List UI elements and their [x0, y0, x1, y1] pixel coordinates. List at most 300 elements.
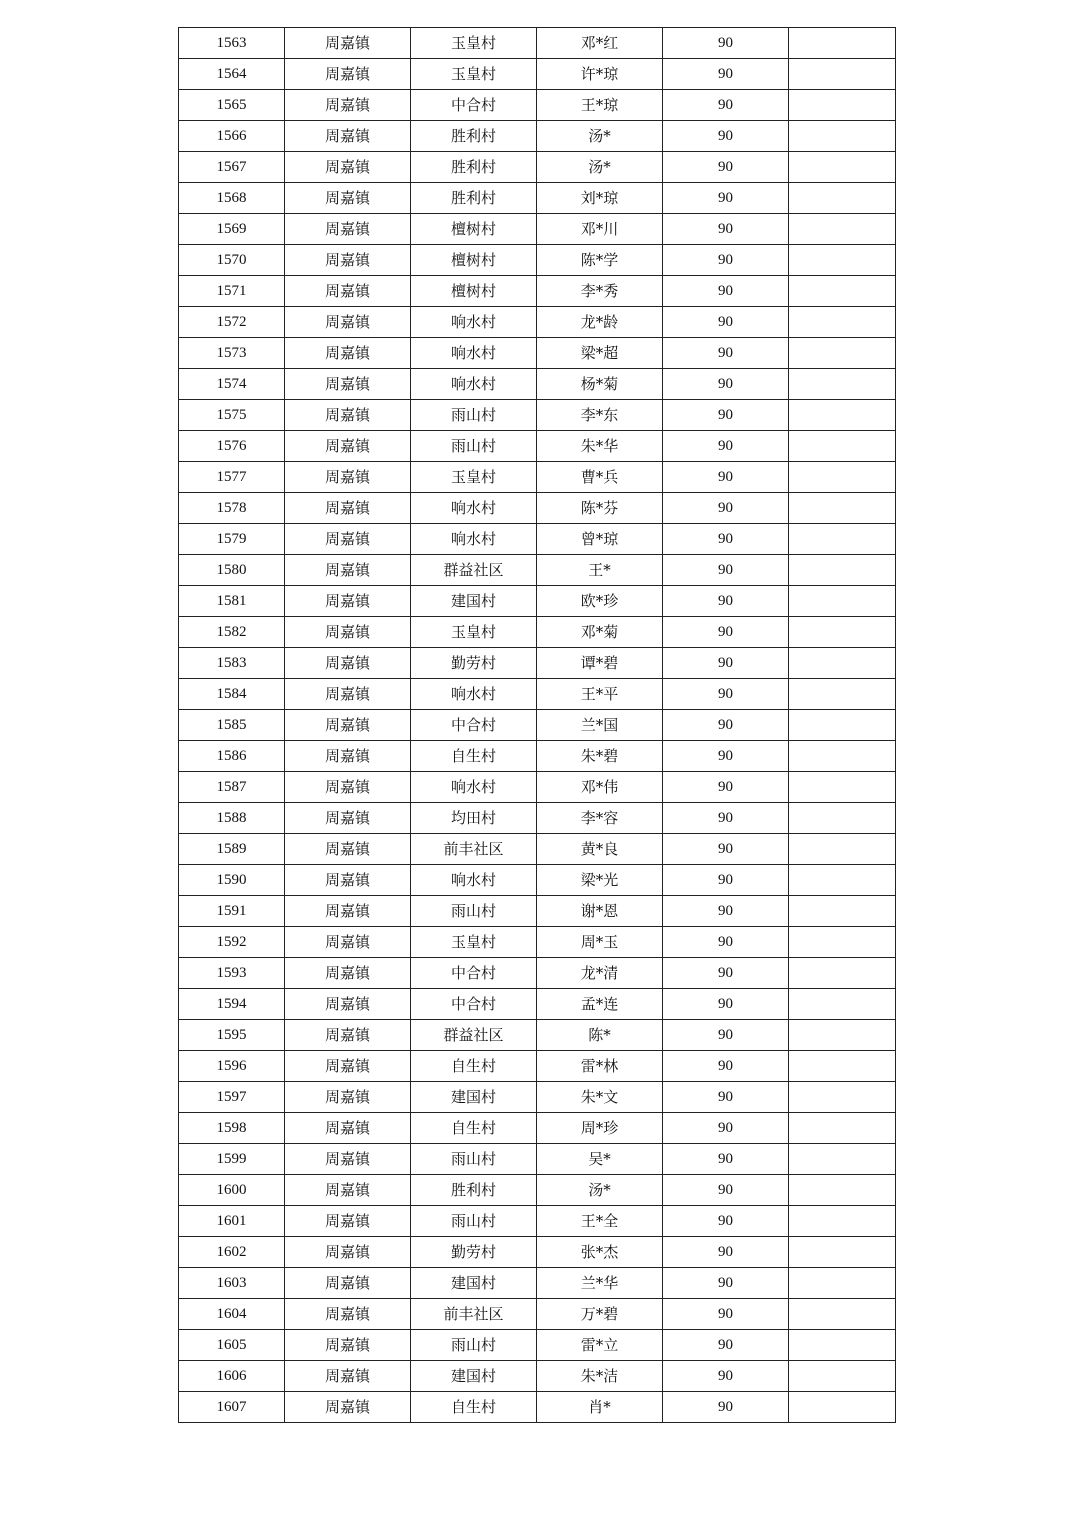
serial-number-cell: 1569	[179, 214, 285, 245]
village-cell: 自生村	[411, 1392, 537, 1423]
serial-number-cell: 1573	[179, 338, 285, 369]
village-cell: 群益社区	[411, 1020, 537, 1051]
village-cell: 自生村	[411, 1113, 537, 1144]
serial-number-cell: 1588	[179, 803, 285, 834]
note-cell	[789, 1175, 896, 1206]
village-cell: 均田村	[411, 803, 537, 834]
person-name-cell: 陈*芬	[537, 493, 663, 524]
village-cell: 前丰社区	[411, 834, 537, 865]
table-row	[179, 710, 896, 741]
score-cell: 90	[663, 1268, 789, 1299]
table-row	[179, 679, 896, 710]
table-row	[179, 307, 896, 338]
town-cell: 周嘉镇	[285, 1082, 411, 1113]
person-name-cell: 龙*清	[537, 958, 663, 989]
table-row	[179, 214, 896, 245]
note-cell	[789, 648, 896, 679]
person-name-cell: 万*碧	[537, 1299, 663, 1330]
serial-number-cell: 1602	[179, 1237, 285, 1268]
village-cell: 建国村	[411, 1268, 537, 1299]
roster-table	[178, 27, 896, 1423]
person-name-cell: 谢*恩	[537, 896, 663, 927]
town-cell: 周嘉镇	[285, 276, 411, 307]
serial-number-cell: 1564	[179, 59, 285, 90]
village-cell: 建国村	[411, 1082, 537, 1113]
score-cell: 90	[663, 90, 789, 121]
table-row	[179, 245, 896, 276]
table-row	[179, 431, 896, 462]
person-name-cell: 曾*琼	[537, 524, 663, 555]
note-cell	[789, 28, 896, 59]
serial-number-cell: 1566	[179, 121, 285, 152]
town-cell: 周嘉镇	[285, 865, 411, 896]
person-name-cell: 曹*兵	[537, 462, 663, 493]
serial-number-cell: 1607	[179, 1392, 285, 1423]
village-cell: 响水村	[411, 865, 537, 896]
person-name-cell: 刘*琼	[537, 183, 663, 214]
score-cell: 90	[663, 555, 789, 586]
note-cell	[789, 59, 896, 90]
village-cell: 檀树村	[411, 276, 537, 307]
table-row	[179, 1082, 896, 1113]
score-cell: 90	[663, 59, 789, 90]
village-cell: 胜利村	[411, 121, 537, 152]
town-cell: 周嘉镇	[285, 586, 411, 617]
village-cell: 中合村	[411, 90, 537, 121]
note-cell	[789, 400, 896, 431]
village-cell: 响水村	[411, 772, 537, 803]
person-name-cell: 邓*川	[537, 214, 663, 245]
town-cell: 周嘉镇	[285, 958, 411, 989]
table-row	[179, 958, 896, 989]
village-cell: 中合村	[411, 958, 537, 989]
note-cell	[789, 958, 896, 989]
note-cell	[789, 1144, 896, 1175]
table-row	[179, 152, 896, 183]
person-name-cell: 雷*立	[537, 1330, 663, 1361]
town-cell: 周嘉镇	[285, 431, 411, 462]
town-cell: 周嘉镇	[285, 1113, 411, 1144]
table-row	[179, 1113, 896, 1144]
serial-number-cell: 1590	[179, 865, 285, 896]
score-cell: 90	[663, 741, 789, 772]
serial-number-cell: 1603	[179, 1268, 285, 1299]
table-row	[179, 927, 896, 958]
person-name-cell: 朱*文	[537, 1082, 663, 1113]
note-cell	[789, 989, 896, 1020]
town-cell: 周嘉镇	[285, 214, 411, 245]
serial-number-cell: 1574	[179, 369, 285, 400]
serial-number-cell: 1571	[179, 276, 285, 307]
village-cell: 群益社区	[411, 555, 537, 586]
village-cell: 中合村	[411, 710, 537, 741]
town-cell: 周嘉镇	[285, 803, 411, 834]
note-cell	[789, 121, 896, 152]
table-row	[179, 493, 896, 524]
score-cell: 90	[663, 1206, 789, 1237]
person-name-cell: 王*琼	[537, 90, 663, 121]
table-row	[179, 183, 896, 214]
town-cell: 周嘉镇	[285, 90, 411, 121]
serial-number-cell: 1604	[179, 1299, 285, 1330]
town-cell: 周嘉镇	[285, 183, 411, 214]
person-name-cell: 许*琼	[537, 59, 663, 90]
score-cell: 90	[663, 1144, 789, 1175]
town-cell: 周嘉镇	[285, 1361, 411, 1392]
score-cell: 90	[663, 462, 789, 493]
village-cell: 雨山村	[411, 1330, 537, 1361]
town-cell: 周嘉镇	[285, 307, 411, 338]
table-row	[179, 1206, 896, 1237]
score-cell: 90	[663, 1361, 789, 1392]
town-cell: 周嘉镇	[285, 338, 411, 369]
town-cell: 周嘉镇	[285, 152, 411, 183]
town-cell: 周嘉镇	[285, 524, 411, 555]
town-cell: 周嘉镇	[285, 121, 411, 152]
town-cell: 周嘉镇	[285, 741, 411, 772]
note-cell	[789, 1268, 896, 1299]
note-cell	[789, 865, 896, 896]
note-cell	[789, 1113, 896, 1144]
score-cell: 90	[663, 276, 789, 307]
table-row	[179, 834, 896, 865]
village-cell: 雨山村	[411, 896, 537, 927]
serial-number-cell: 1572	[179, 307, 285, 338]
serial-number-cell: 1600	[179, 1175, 285, 1206]
score-cell: 90	[663, 989, 789, 1020]
note-cell	[789, 1299, 896, 1330]
note-cell	[789, 586, 896, 617]
table-row	[179, 90, 896, 121]
serial-number-cell: 1594	[179, 989, 285, 1020]
note-cell	[789, 338, 896, 369]
serial-number-cell: 1575	[179, 400, 285, 431]
note-cell	[789, 617, 896, 648]
town-cell: 周嘉镇	[285, 1299, 411, 1330]
village-cell: 胜利村	[411, 1175, 537, 1206]
note-cell	[789, 834, 896, 865]
serial-number-cell: 1578	[179, 493, 285, 524]
town-cell: 周嘉镇	[285, 1392, 411, 1423]
town-cell: 周嘉镇	[285, 1268, 411, 1299]
person-name-cell: 陈*学	[537, 245, 663, 276]
town-cell: 周嘉镇	[285, 1206, 411, 1237]
serial-number-cell: 1591	[179, 896, 285, 927]
village-cell: 檀树村	[411, 214, 537, 245]
table-row	[179, 586, 896, 617]
village-cell: 响水村	[411, 679, 537, 710]
serial-number-cell: 1568	[179, 183, 285, 214]
person-name-cell: 龙*龄	[537, 307, 663, 338]
score-cell: 90	[663, 865, 789, 896]
score-cell: 90	[663, 214, 789, 245]
note-cell	[789, 1237, 896, 1268]
serial-number-cell: 1601	[179, 1206, 285, 1237]
note-cell	[789, 1020, 896, 1051]
note-cell	[789, 369, 896, 400]
score-cell: 90	[663, 1113, 789, 1144]
note-cell	[789, 1206, 896, 1237]
table-row	[179, 1020, 896, 1051]
town-cell: 周嘉镇	[285, 834, 411, 865]
village-cell: 响水村	[411, 524, 537, 555]
serial-number-cell: 1599	[179, 1144, 285, 1175]
score-cell: 90	[663, 183, 789, 214]
score-cell: 90	[663, 1237, 789, 1268]
serial-number-cell: 1580	[179, 555, 285, 586]
table-row	[179, 865, 896, 896]
note-cell	[789, 214, 896, 245]
person-name-cell: 周*玉	[537, 927, 663, 958]
score-cell: 90	[663, 245, 789, 276]
serial-number-cell: 1567	[179, 152, 285, 183]
table-row	[179, 1299, 896, 1330]
note-cell	[789, 927, 896, 958]
village-cell: 响水村	[411, 307, 537, 338]
person-name-cell: 兰*国	[537, 710, 663, 741]
town-cell: 周嘉镇	[285, 989, 411, 1020]
table-row	[179, 121, 896, 152]
note-cell	[789, 431, 896, 462]
serial-number-cell: 1595	[179, 1020, 285, 1051]
village-cell: 玉皇村	[411, 28, 537, 59]
table-row	[179, 741, 896, 772]
serial-number-cell: 1597	[179, 1082, 285, 1113]
table-row	[179, 555, 896, 586]
village-cell: 响水村	[411, 493, 537, 524]
table-row	[179, 1144, 896, 1175]
score-cell: 90	[663, 1082, 789, 1113]
person-name-cell: 张*杰	[537, 1237, 663, 1268]
score-cell: 90	[663, 369, 789, 400]
village-cell: 玉皇村	[411, 617, 537, 648]
table-row	[179, 803, 896, 834]
note-cell	[789, 803, 896, 834]
score-cell: 90	[663, 1175, 789, 1206]
person-name-cell: 邓*伟	[537, 772, 663, 803]
score-cell: 90	[663, 493, 789, 524]
town-cell: 周嘉镇	[285, 648, 411, 679]
serial-number-cell: 1598	[179, 1113, 285, 1144]
person-name-cell: 朱*洁	[537, 1361, 663, 1392]
town-cell: 周嘉镇	[285, 1144, 411, 1175]
table-row	[179, 989, 896, 1020]
person-name-cell: 孟*连	[537, 989, 663, 1020]
note-cell	[789, 462, 896, 493]
score-cell: 90	[663, 958, 789, 989]
table-row	[179, 1361, 896, 1392]
village-cell: 勤劳村	[411, 648, 537, 679]
table-row	[179, 896, 896, 927]
serial-number-cell: 1570	[179, 245, 285, 276]
score-cell: 90	[663, 710, 789, 741]
village-cell: 雨山村	[411, 1144, 537, 1175]
person-name-cell: 朱*华	[537, 431, 663, 462]
note-cell	[789, 679, 896, 710]
person-name-cell: 李*容	[537, 803, 663, 834]
serial-number-cell: 1565	[179, 90, 285, 121]
table-row	[179, 1330, 896, 1361]
town-cell: 周嘉镇	[285, 59, 411, 90]
score-cell: 90	[663, 896, 789, 927]
serial-number-cell: 1592	[179, 927, 285, 958]
person-name-cell: 兰*华	[537, 1268, 663, 1299]
score-cell: 90	[663, 431, 789, 462]
table-row	[179, 524, 896, 555]
score-cell: 90	[663, 400, 789, 431]
roster-table-body	[179, 28, 896, 1423]
village-cell: 建国村	[411, 586, 537, 617]
village-cell: 檀树村	[411, 245, 537, 276]
note-cell	[789, 245, 896, 276]
person-name-cell: 王*全	[537, 1206, 663, 1237]
town-cell: 周嘉镇	[285, 245, 411, 276]
serial-number-cell: 1582	[179, 617, 285, 648]
person-name-cell: 梁*光	[537, 865, 663, 896]
serial-number-cell: 1583	[179, 648, 285, 679]
town-cell: 周嘉镇	[285, 679, 411, 710]
person-name-cell: 李*东	[537, 400, 663, 431]
score-cell: 90	[663, 617, 789, 648]
note-cell	[789, 183, 896, 214]
serial-number-cell: 1587	[179, 772, 285, 803]
serial-number-cell: 1576	[179, 431, 285, 462]
village-cell: 响水村	[411, 338, 537, 369]
score-cell: 90	[663, 524, 789, 555]
town-cell: 周嘉镇	[285, 617, 411, 648]
table-row	[179, 1175, 896, 1206]
village-cell: 自生村	[411, 741, 537, 772]
note-cell	[789, 555, 896, 586]
serial-number-cell: 1606	[179, 1361, 285, 1392]
town-cell: 周嘉镇	[285, 1020, 411, 1051]
serial-number-cell: 1579	[179, 524, 285, 555]
town-cell: 周嘉镇	[285, 772, 411, 803]
person-name-cell: 杨*菊	[537, 369, 663, 400]
village-cell: 玉皇村	[411, 59, 537, 90]
score-cell: 90	[663, 1392, 789, 1423]
town-cell: 周嘉镇	[285, 927, 411, 958]
table-row	[179, 400, 896, 431]
village-cell: 响水村	[411, 369, 537, 400]
note-cell	[789, 152, 896, 183]
person-name-cell: 黄*良	[537, 834, 663, 865]
village-cell: 自生村	[411, 1051, 537, 1082]
note-cell	[789, 1082, 896, 1113]
village-cell: 建国村	[411, 1361, 537, 1392]
score-cell: 90	[663, 679, 789, 710]
score-cell: 90	[663, 28, 789, 59]
village-cell: 前丰社区	[411, 1299, 537, 1330]
town-cell: 周嘉镇	[285, 400, 411, 431]
town-cell: 周嘉镇	[285, 369, 411, 400]
town-cell: 周嘉镇	[285, 710, 411, 741]
score-cell: 90	[663, 1020, 789, 1051]
table-row	[179, 772, 896, 803]
serial-number-cell: 1584	[179, 679, 285, 710]
person-name-cell: 肖*	[537, 1392, 663, 1423]
table-row	[179, 462, 896, 493]
serial-number-cell: 1577	[179, 462, 285, 493]
person-name-cell: 王*	[537, 555, 663, 586]
person-name-cell: 王*平	[537, 679, 663, 710]
note-cell	[789, 1051, 896, 1082]
village-cell: 雨山村	[411, 1206, 537, 1237]
person-name-cell: 谭*碧	[537, 648, 663, 679]
note-cell	[789, 710, 896, 741]
person-name-cell: 邓*菊	[537, 617, 663, 648]
town-cell: 周嘉镇	[285, 462, 411, 493]
note-cell	[789, 1361, 896, 1392]
town-cell: 周嘉镇	[285, 1175, 411, 1206]
village-cell: 胜利村	[411, 152, 537, 183]
village-cell: 雨山村	[411, 400, 537, 431]
person-name-cell: 欧*珍	[537, 586, 663, 617]
town-cell: 周嘉镇	[285, 1330, 411, 1361]
note-cell	[789, 772, 896, 803]
table-row	[179, 1051, 896, 1082]
table-row	[179, 338, 896, 369]
score-cell: 90	[663, 1330, 789, 1361]
note-cell	[789, 90, 896, 121]
score-cell: 90	[663, 772, 789, 803]
note-cell	[789, 493, 896, 524]
note-cell	[789, 1392, 896, 1423]
town-cell: 周嘉镇	[285, 1237, 411, 1268]
person-name-cell: 陈*	[537, 1020, 663, 1051]
note-cell	[789, 524, 896, 555]
person-name-cell: 李*秀	[537, 276, 663, 307]
person-name-cell: 周*珍	[537, 1113, 663, 1144]
note-cell	[789, 1330, 896, 1361]
score-cell: 90	[663, 927, 789, 958]
score-cell: 90	[663, 1299, 789, 1330]
village-cell: 玉皇村	[411, 927, 537, 958]
score-cell: 90	[663, 121, 789, 152]
town-cell: 周嘉镇	[285, 28, 411, 59]
person-name-cell: 汤*	[537, 1175, 663, 1206]
note-cell	[789, 307, 896, 338]
village-cell: 中合村	[411, 989, 537, 1020]
serial-number-cell: 1596	[179, 1051, 285, 1082]
village-cell: 胜利村	[411, 183, 537, 214]
table-row	[179, 369, 896, 400]
person-name-cell: 梁*超	[537, 338, 663, 369]
serial-number-cell: 1563	[179, 28, 285, 59]
village-cell: 玉皇村	[411, 462, 537, 493]
score-cell: 90	[663, 834, 789, 865]
person-name-cell: 汤*	[537, 121, 663, 152]
score-cell: 90	[663, 152, 789, 183]
village-cell: 勤劳村	[411, 1237, 537, 1268]
note-cell	[789, 896, 896, 927]
village-cell: 雨山村	[411, 431, 537, 462]
score-cell: 90	[663, 1051, 789, 1082]
person-name-cell: 汤*	[537, 152, 663, 183]
serial-number-cell: 1593	[179, 958, 285, 989]
note-cell	[789, 276, 896, 307]
person-name-cell: 邓*红	[537, 28, 663, 59]
serial-number-cell: 1586	[179, 741, 285, 772]
note-cell	[789, 741, 896, 772]
score-cell: 90	[663, 648, 789, 679]
table-row	[179, 1268, 896, 1299]
table-row	[179, 648, 896, 679]
table-row	[179, 617, 896, 648]
score-cell: 90	[663, 586, 789, 617]
person-name-cell: 吴*	[537, 1144, 663, 1175]
serial-number-cell: 1589	[179, 834, 285, 865]
